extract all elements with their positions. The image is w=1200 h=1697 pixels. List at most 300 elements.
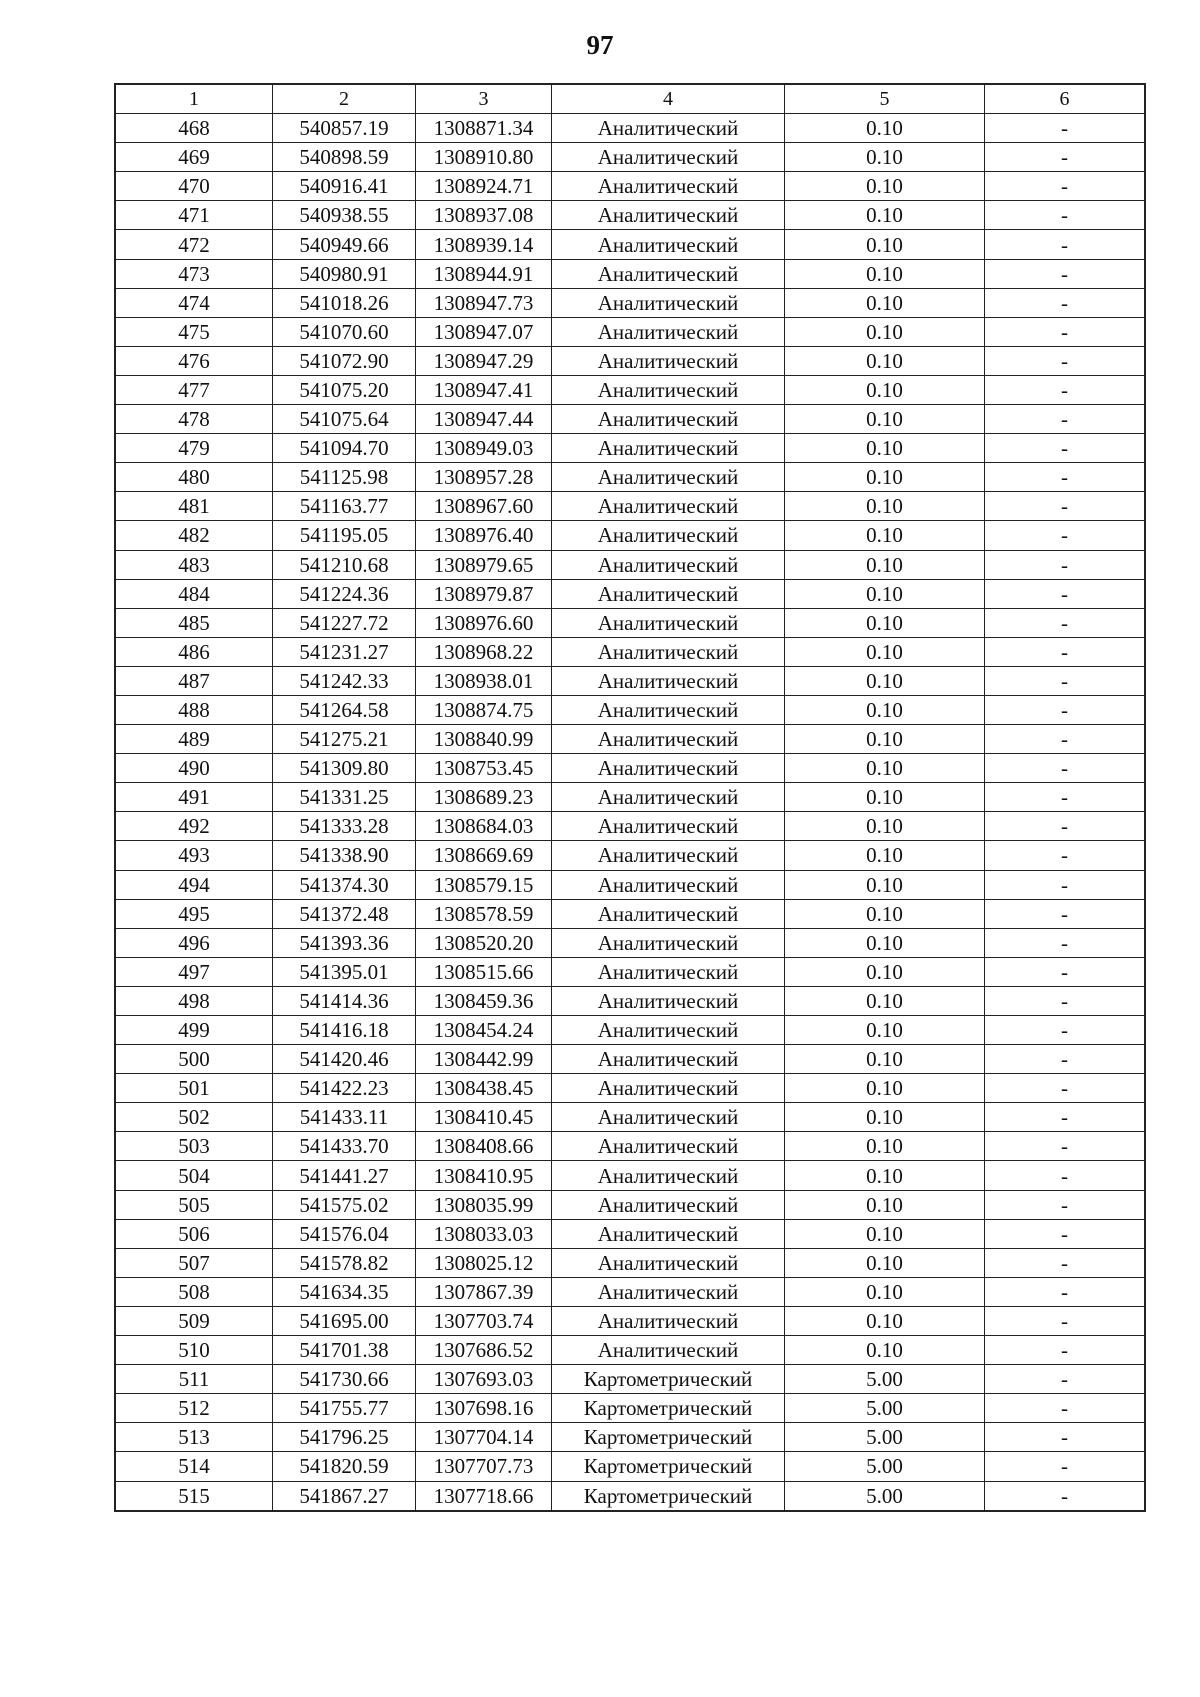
table-row (116, 1016, 1145, 1045)
table-row (116, 463, 1145, 492)
y-coordinate-cell: 1308947.07 (416, 317, 552, 346)
method-cell: Аналитический (552, 1306, 785, 1335)
x-coordinate-cell: 541578.82 (273, 1248, 416, 1277)
y-coordinate-cell: 1307693.03 (416, 1365, 552, 1394)
accuracy-cell: 0.10 (785, 143, 985, 172)
accuracy-cell: 0.10 (785, 288, 985, 317)
point-number-cell: 480 (116, 463, 273, 492)
note-cell: - (985, 1452, 1145, 1481)
point-number-cell: 479 (116, 434, 273, 463)
x-coordinate-cell: 541420.46 (273, 1045, 416, 1074)
point-number-cell: 510 (116, 1336, 273, 1365)
accuracy-cell: 0.10 (785, 1190, 985, 1219)
x-coordinate-cell: 541072.90 (273, 346, 416, 375)
note-cell: - (985, 114, 1145, 143)
table-row (116, 201, 1145, 230)
accuracy-cell: 0.10 (785, 928, 985, 957)
table-row (116, 1248, 1145, 1277)
method-cell: Аналитический (552, 1336, 785, 1365)
y-coordinate-cell: 1308979.87 (416, 579, 552, 608)
note-cell: - (985, 1365, 1145, 1394)
page-number: 97 (586, 30, 614, 60)
accuracy-cell: 0.10 (785, 230, 985, 259)
x-coordinate-cell: 541070.60 (273, 317, 416, 346)
y-coordinate-cell: 1308408.66 (416, 1132, 552, 1161)
note-cell: - (985, 259, 1145, 288)
accuracy-cell: 5.00 (785, 1394, 985, 1423)
x-coordinate-cell: 541395.01 (273, 957, 416, 986)
x-coordinate-cell: 541433.11 (273, 1103, 416, 1132)
method-cell: Аналитический (552, 259, 785, 288)
table-row (116, 754, 1145, 783)
accuracy-cell: 0.10 (785, 1219, 985, 1248)
note-cell: - (985, 725, 1145, 754)
accuracy-cell: 0.10 (785, 666, 985, 695)
y-coordinate-cell: 1308025.12 (416, 1248, 552, 1277)
accuracy-cell: 0.10 (785, 375, 985, 404)
y-coordinate-cell: 1308937.08 (416, 201, 552, 230)
note-cell: - (985, 1394, 1145, 1423)
table-row (116, 637, 1145, 666)
x-coordinate-cell: 541755.77 (273, 1394, 416, 1423)
table-row (116, 579, 1145, 608)
method-cell: Аналитический (552, 346, 785, 375)
point-number-cell: 515 (116, 1481, 273, 1510)
note-cell: - (985, 434, 1145, 463)
point-number-cell: 497 (116, 957, 273, 986)
note-cell: - (985, 608, 1145, 637)
x-coordinate-cell: 541867.27 (273, 1481, 416, 1510)
x-coordinate-cell: 541441.27 (273, 1161, 416, 1190)
y-coordinate-cell: 1307718.66 (416, 1481, 552, 1510)
method-cell: Аналитический (552, 143, 785, 172)
x-coordinate-cell: 541820.59 (273, 1452, 416, 1481)
point-number-cell: 501 (116, 1074, 273, 1103)
note-cell: - (985, 492, 1145, 521)
accuracy-cell: 5.00 (785, 1423, 985, 1452)
note-cell: - (985, 1045, 1145, 1074)
y-coordinate-cell: 1308947.29 (416, 346, 552, 375)
column-header: 5 (785, 85, 985, 114)
accuracy-cell: 0.10 (785, 1103, 985, 1132)
point-number-cell: 492 (116, 812, 273, 841)
x-coordinate-cell: 541227.72 (273, 608, 416, 637)
y-coordinate-cell: 1308515.66 (416, 957, 552, 986)
point-number-cell: 489 (116, 725, 273, 754)
method-cell: Аналитический (552, 870, 785, 899)
x-coordinate-cell: 541331.25 (273, 783, 416, 812)
method-cell: Аналитический (552, 405, 785, 434)
table-row (116, 1336, 1145, 1365)
accuracy-cell: 0.10 (785, 434, 985, 463)
note-cell: - (985, 1277, 1145, 1306)
x-coordinate-cell: 541634.35 (273, 1277, 416, 1306)
point-number-cell: 500 (116, 1045, 273, 1074)
y-coordinate-cell: 1308957.28 (416, 463, 552, 492)
table-row (116, 434, 1145, 463)
note-cell: - (985, 870, 1145, 899)
table-row (116, 957, 1145, 986)
y-coordinate-cell: 1308689.23 (416, 783, 552, 812)
method-cell: Аналитический (552, 550, 785, 579)
x-coordinate-cell: 541796.25 (273, 1423, 416, 1452)
method-cell: Аналитический (552, 172, 785, 201)
method-cell: Аналитический (552, 1219, 785, 1248)
point-number-cell: 484 (116, 579, 273, 608)
x-coordinate-cell: 541075.64 (273, 405, 416, 434)
table-body (116, 85, 1145, 1511)
point-number-cell: 482 (116, 521, 273, 550)
table-row (116, 288, 1145, 317)
point-number-cell: 470 (116, 172, 273, 201)
accuracy-cell: 0.10 (785, 1045, 985, 1074)
x-coordinate-cell: 540898.59 (273, 143, 416, 172)
table-row (116, 899, 1145, 928)
point-number-cell: 468 (116, 114, 273, 143)
accuracy-cell: 0.10 (785, 986, 985, 1015)
accuracy-cell: 0.10 (785, 492, 985, 521)
point-number-cell: 474 (116, 288, 273, 317)
table-row (116, 986, 1145, 1015)
table-row (116, 230, 1145, 259)
method-cell: Аналитический (552, 957, 785, 986)
note-cell: - (985, 143, 1145, 172)
x-coordinate-cell: 541374.30 (273, 870, 416, 899)
column-header: 3 (416, 85, 552, 114)
table-row (116, 317, 1145, 346)
x-coordinate-cell: 541701.38 (273, 1336, 416, 1365)
point-number-cell: 508 (116, 1277, 273, 1306)
note-cell: - (985, 550, 1145, 579)
y-coordinate-cell: 1308938.01 (416, 666, 552, 695)
y-coordinate-cell: 1308939.14 (416, 230, 552, 259)
x-coordinate-cell: 541210.68 (273, 550, 416, 579)
method-cell: Аналитический (552, 1132, 785, 1161)
method-cell: Аналитический (552, 492, 785, 521)
y-coordinate-cell: 1308410.45 (416, 1103, 552, 1132)
x-coordinate-cell: 541372.48 (273, 899, 416, 928)
point-number-cell: 498 (116, 986, 273, 1015)
table-row (116, 928, 1145, 957)
table-row (116, 666, 1145, 695)
x-coordinate-cell: 541422.23 (273, 1074, 416, 1103)
note-cell: - (985, 1248, 1145, 1277)
accuracy-cell: 0.10 (785, 114, 985, 143)
accuracy-cell: 0.10 (785, 550, 985, 579)
x-coordinate-cell: 541338.90 (273, 841, 416, 870)
method-cell: Аналитический (552, 1045, 785, 1074)
method-cell: Аналитический (552, 637, 785, 666)
y-coordinate-cell: 1308753.45 (416, 754, 552, 783)
note-cell: - (985, 521, 1145, 550)
accuracy-cell: 0.10 (785, 841, 985, 870)
method-cell: Аналитический (552, 463, 785, 492)
x-coordinate-cell: 541075.20 (273, 375, 416, 404)
y-coordinate-cell: 1308910.80 (416, 143, 552, 172)
accuracy-cell: 0.10 (785, 1132, 985, 1161)
table-row (116, 143, 1145, 172)
table-row (116, 870, 1145, 899)
method-cell: Картометрический (552, 1452, 785, 1481)
y-coordinate-cell: 1308871.34 (416, 114, 552, 143)
accuracy-cell: 0.10 (785, 259, 985, 288)
column-header: 1 (116, 85, 273, 114)
y-coordinate-cell: 1308035.99 (416, 1190, 552, 1219)
table-row (116, 1074, 1145, 1103)
point-number-cell: 512 (116, 1394, 273, 1423)
accuracy-cell: 0.10 (785, 346, 985, 375)
x-coordinate-cell: 541125.98 (273, 463, 416, 492)
method-cell: Аналитический (552, 695, 785, 724)
method-cell: Аналитический (552, 521, 785, 550)
y-coordinate-cell: 1308874.75 (416, 695, 552, 724)
point-number-cell: 481 (116, 492, 273, 521)
table-row (116, 550, 1145, 579)
note-cell: - (985, 201, 1145, 230)
method-cell: Аналитический (552, 928, 785, 957)
y-coordinate-cell: 1308840.99 (416, 725, 552, 754)
coordinates-table (115, 84, 1145, 1511)
note-cell: - (985, 317, 1145, 346)
point-number-cell: 473 (116, 259, 273, 288)
accuracy-cell: 5.00 (785, 1365, 985, 1394)
method-cell: Аналитический (552, 1016, 785, 1045)
point-number-cell: 485 (116, 608, 273, 637)
method-cell: Аналитический (552, 1248, 785, 1277)
method-cell: Аналитический (552, 1103, 785, 1132)
method-cell: Аналитический (552, 1190, 785, 1219)
point-number-cell: 504 (116, 1161, 273, 1190)
method-cell: Аналитический (552, 666, 785, 695)
note-cell: - (985, 1481, 1145, 1510)
note-cell: - (985, 1190, 1145, 1219)
point-number-cell: 488 (116, 695, 273, 724)
point-number-cell: 487 (116, 666, 273, 695)
accuracy-cell: 0.10 (785, 870, 985, 899)
y-coordinate-cell: 1308944.91 (416, 259, 552, 288)
accuracy-cell: 0.10 (785, 957, 985, 986)
y-coordinate-cell: 1307867.39 (416, 1277, 552, 1306)
point-number-cell: 471 (116, 201, 273, 230)
note-cell: - (985, 1336, 1145, 1365)
y-coordinate-cell: 1308410.95 (416, 1161, 552, 1190)
x-coordinate-cell: 541224.36 (273, 579, 416, 608)
x-coordinate-cell: 541242.33 (273, 666, 416, 695)
y-coordinate-cell: 1308520.20 (416, 928, 552, 957)
accuracy-cell: 0.10 (785, 579, 985, 608)
point-number-cell: 477 (116, 375, 273, 404)
point-number-cell: 478 (116, 405, 273, 434)
table-header-row (116, 85, 1145, 114)
x-coordinate-cell: 541393.36 (273, 928, 416, 957)
note-cell: - (985, 812, 1145, 841)
method-cell: Аналитический (552, 783, 785, 812)
note-cell: - (985, 172, 1145, 201)
table-row (116, 114, 1145, 143)
note-cell: - (985, 637, 1145, 666)
y-coordinate-cell: 1308578.59 (416, 899, 552, 928)
method-cell: Аналитический (552, 1277, 785, 1306)
x-coordinate-cell: 541416.18 (273, 1016, 416, 1045)
accuracy-cell: 0.10 (785, 521, 985, 550)
x-coordinate-cell: 541094.70 (273, 434, 416, 463)
y-coordinate-cell: 1308579.15 (416, 870, 552, 899)
y-coordinate-cell: 1308684.03 (416, 812, 552, 841)
note-cell: - (985, 288, 1145, 317)
note-cell: - (985, 346, 1145, 375)
y-coordinate-cell: 1308976.40 (416, 521, 552, 550)
y-coordinate-cell: 1308947.73 (416, 288, 552, 317)
table-row (116, 492, 1145, 521)
y-coordinate-cell: 1308947.41 (416, 375, 552, 404)
accuracy-cell: 0.10 (785, 812, 985, 841)
note-cell: - (985, 1306, 1145, 1335)
point-number-cell: 483 (116, 550, 273, 579)
point-number-cell: 502 (116, 1103, 273, 1132)
point-number-cell: 507 (116, 1248, 273, 1277)
point-number-cell: 494 (116, 870, 273, 899)
method-cell: Аналитический (552, 434, 785, 463)
table-row (116, 1365, 1145, 1394)
note-cell: - (985, 899, 1145, 928)
accuracy-cell: 0.10 (785, 317, 985, 346)
point-number-cell: 505 (116, 1190, 273, 1219)
note-cell: - (985, 579, 1145, 608)
x-coordinate-cell: 541333.28 (273, 812, 416, 841)
x-coordinate-cell: 541163.77 (273, 492, 416, 521)
table-row (116, 1481, 1145, 1510)
point-number-cell: 491 (116, 783, 273, 812)
x-coordinate-cell: 541695.00 (273, 1306, 416, 1335)
table-row (116, 521, 1145, 550)
accuracy-cell: 0.10 (785, 899, 985, 928)
accuracy-cell: 0.10 (785, 1161, 985, 1190)
note-cell: - (985, 1219, 1145, 1248)
method-cell: Аналитический (552, 375, 785, 404)
point-number-cell: 503 (116, 1132, 273, 1161)
x-coordinate-cell: 541433.70 (273, 1132, 416, 1161)
method-cell: Аналитический (552, 608, 785, 637)
y-coordinate-cell: 1307703.74 (416, 1306, 552, 1335)
y-coordinate-cell: 1308442.99 (416, 1045, 552, 1074)
table-row (116, 695, 1145, 724)
table-row (116, 172, 1145, 201)
y-coordinate-cell: 1308967.60 (416, 492, 552, 521)
y-coordinate-cell: 1308454.24 (416, 1016, 552, 1045)
y-coordinate-cell: 1308968.22 (416, 637, 552, 666)
accuracy-cell: 0.10 (785, 1336, 985, 1365)
note-cell: - (985, 230, 1145, 259)
x-coordinate-cell: 541231.27 (273, 637, 416, 666)
note-cell: - (985, 928, 1145, 957)
x-coordinate-cell: 540980.91 (273, 259, 416, 288)
x-coordinate-cell: 541264.58 (273, 695, 416, 724)
accuracy-cell: 0.10 (785, 608, 985, 637)
accuracy-cell: 0.10 (785, 1277, 985, 1306)
note-cell: - (985, 666, 1145, 695)
note-cell: - (985, 695, 1145, 724)
x-coordinate-cell: 541275.21 (273, 725, 416, 754)
y-coordinate-cell: 1308459.36 (416, 986, 552, 1015)
table-row (116, 1190, 1145, 1219)
note-cell: - (985, 375, 1145, 404)
point-number-cell: 495 (116, 899, 273, 928)
note-cell: - (985, 1132, 1145, 1161)
x-coordinate-cell: 541414.36 (273, 986, 416, 1015)
point-number-cell: 475 (116, 317, 273, 346)
y-coordinate-cell: 1307707.73 (416, 1452, 552, 1481)
column-header: 6 (985, 85, 1145, 114)
method-cell: Аналитический (552, 230, 785, 259)
note-cell: - (985, 783, 1145, 812)
method-cell: Картометрический (552, 1481, 785, 1510)
accuracy-cell: 0.10 (785, 1306, 985, 1335)
point-number-cell: 509 (116, 1306, 273, 1335)
note-cell: - (985, 1016, 1145, 1045)
accuracy-cell: 0.10 (785, 172, 985, 201)
y-coordinate-cell: 1308669.69 (416, 841, 552, 870)
accuracy-cell: 0.10 (785, 1248, 985, 1277)
table-row (116, 375, 1145, 404)
method-cell: Аналитический (552, 725, 785, 754)
column-header: 2 (273, 85, 416, 114)
table-row (116, 346, 1145, 375)
method-cell: Аналитический (552, 317, 785, 346)
method-cell: Аналитический (552, 986, 785, 1015)
method-cell: Аналитический (552, 754, 785, 783)
table-row (116, 1219, 1145, 1248)
table-row (116, 1394, 1145, 1423)
table-row (116, 1045, 1145, 1074)
method-cell: Аналитический (552, 899, 785, 928)
accuracy-cell: 5.00 (785, 1452, 985, 1481)
accuracy-cell: 0.10 (785, 201, 985, 230)
method-cell: Аналитический (552, 201, 785, 230)
table-row (116, 1132, 1145, 1161)
y-coordinate-cell: 1308976.60 (416, 608, 552, 637)
accuracy-cell: 0.10 (785, 637, 985, 666)
table-row (116, 405, 1145, 434)
note-cell: - (985, 986, 1145, 1015)
note-cell: - (985, 1103, 1145, 1132)
point-number-cell: 476 (116, 346, 273, 375)
table-row (116, 1306, 1145, 1335)
x-coordinate-cell: 540938.55 (273, 201, 416, 230)
y-coordinate-cell: 1308979.65 (416, 550, 552, 579)
accuracy-cell: 0.10 (785, 783, 985, 812)
note-cell: - (985, 1161, 1145, 1190)
x-coordinate-cell: 540949.66 (273, 230, 416, 259)
note-cell: - (985, 463, 1145, 492)
method-cell: Картометрический (552, 1365, 785, 1394)
accuracy-cell: 0.10 (785, 1016, 985, 1045)
table-row (116, 1103, 1145, 1132)
point-number-cell: 514 (116, 1452, 273, 1481)
x-coordinate-cell: 541018.26 (273, 288, 416, 317)
point-number-cell: 486 (116, 637, 273, 666)
accuracy-cell: 5.00 (785, 1481, 985, 1510)
accuracy-cell: 0.10 (785, 1074, 985, 1103)
y-coordinate-cell: 1308924.71 (416, 172, 552, 201)
point-number-cell: 490 (116, 754, 273, 783)
x-coordinate-cell: 541730.66 (273, 1365, 416, 1394)
table-row (116, 725, 1145, 754)
note-cell: - (985, 754, 1145, 783)
method-cell: Аналитический (552, 841, 785, 870)
table-row (116, 259, 1145, 288)
note-cell: - (985, 957, 1145, 986)
table-row (116, 812, 1145, 841)
